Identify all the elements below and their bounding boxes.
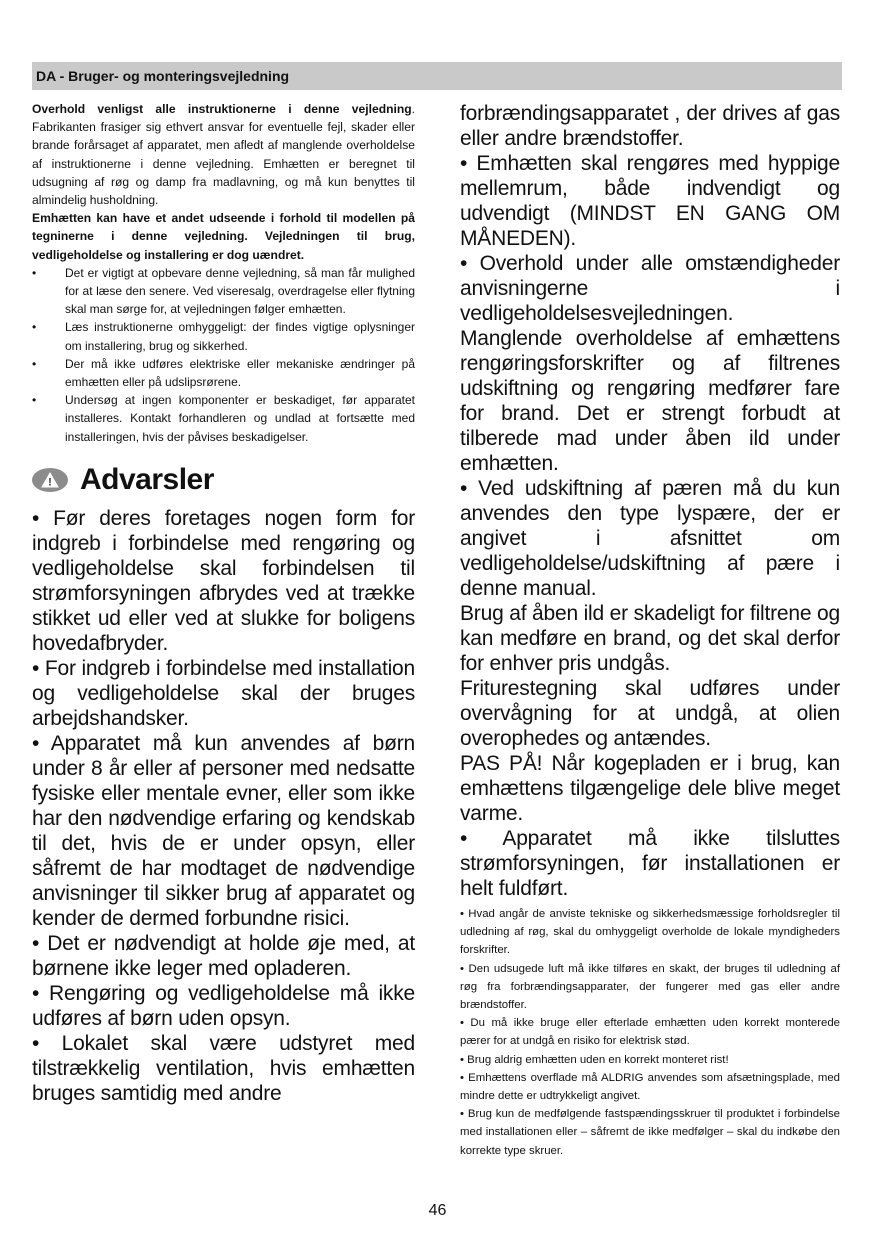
intro-text: . Fabrikanten frasiger sig ethvert ansvar for eventuelle fejl, skader eller brande forårsaget af apparatet, men afledt af manglende overholdelse af instruktionerne i denne vejledning. Emhætten er beregnet til udsugning af røg og damp fra madlavning, og må kun benyttes til almindelig husholdning. (32, 102, 415, 208)
section-header: DA - Bruger- og monteringsvejledning (32, 62, 842, 90)
right-column (460, 101, 840, 1160)
warning-symbol: ! (48, 476, 52, 488)
body-paragraph: forbrændingsapparatet , der drives af gas eller andre brændstoffer. (460, 102, 840, 150)
body-paragraph: • Overhold under alle omstændigheder anvisningerne i vedligeholdelsesvejledningen. (460, 252, 840, 325)
body-paragraph: Friturestegning skal udføres under overvågning for at undgå, at olien overophedes og antændes. (460, 677, 840, 750)
list-item-text: Det er vigtigt at opbevare denne vejledning, så man får mulighed for at læse den senere. Ved viseresalg, overdragelse eller flytning skal man sørge for, at vejledningen følger emhætten. (65, 265, 415, 317)
bullet: • (32, 356, 37, 371)
warning-paragraph: • Lokalet skal være udstyret med tilstrækkelig ventilation, hvis emhætten bruges samtidig med andre (32, 1031, 415, 1105)
list-item (32, 264, 415, 319)
warning-paragraph: • Rengøring og vedligeholdelse må ikke udføres af børn uden opsyn. (32, 981, 415, 1030)
instruction-list (32, 264, 415, 446)
warning-paragraph: • Apparatet må kun anvendes af børn under 8 år eller af personer med nedsatte fysiske eller mentale evner, eller som ikke har den nødvendige erfaring og kendskab til det, hvis de er under opsyn, eller såfremt de har modtaget de nødvendige anvisninger til sikker brug af apparatet og kender de dermed forbundne risici. (32, 731, 415, 930)
small-paragraph: • Den udsugede luft må ikke tilføres en skakt, der bruges til udledning af røg fra forbrændingsapparater, der fungerer med gas eller andre brændstoffer. (460, 962, 840, 1012)
list-item (32, 318, 415, 354)
warning-paragraph: • Før deres foretages nogen form for indgreb i forbindelse med rengøring og vedligeholdelse skal forbindelsen til strømforsyningen afbrydes ved at trække stikket ud eller ved at slukke for boligens hovedafbryder. (32, 506, 415, 655)
list-item (32, 391, 415, 446)
model-notice-text: Emhætten kan have et andet udseende i forhold til modellen på tegninerne i denne vejledning. Vejledningen til brug, vedligeholdelse og installering er dog uændret. (32, 211, 415, 262)
list-item-text: Læs instruktionerne omhyggeligt: der findes vigtige oplysninger om installering, brug og sikkerhed. (65, 320, 415, 353)
warning-triangle-icon (41, 472, 59, 488)
warning-title (32, 460, 415, 500)
bullet: • (32, 320, 37, 335)
small-paragraph: • Brug aldrig emhætten uden en korrekt monteret rist! (460, 1053, 729, 1066)
body-paragraph: Brug af åben ild er skadeligt for filtrene og kan medføre en brand, og det skal derfor for enhver pris undgås. (460, 602, 840, 675)
list-item (32, 355, 415, 391)
small-paragraph: • Du må ikke bruge eller efterlade emhætten uden korrekt monterede pærer for at undgå en risiko for elektrisk stød. (460, 1017, 840, 1048)
bullet: • (32, 393, 37, 408)
small-paragraph: • Emhættens overflade må ALDRIG anvendes som afsætningsplade, med mindre dette er udtrykkeligt angivet. (460, 1071, 840, 1103)
left-column (32, 100, 415, 1106)
intro-bold-text: Overhold venligst alle instruktionerne i denne vejledning (32, 102, 412, 116)
warning-paragraph: • Det er nødvendigt at holde øje med, at børnene ikke leger med opladeren. (32, 931, 415, 980)
intro-paragraph (32, 100, 415, 209)
body-paragraph: PAS PÅ! Når kogepladen er i brug, kan emhættens tilgængelige dele blive meget varme. (460, 752, 840, 825)
list-item-text: Undersøg at ingen komponenter er beskadiget, før apparatet installeres. Kontakt forhandleren og undlad at fortsætte med installeringen, hvis der påvises beskadigelser. (65, 393, 415, 444)
body-paragraph: • Apparatet må ikke tilsluttes strømforsyningen, før installationen er helt fuldført. (460, 827, 840, 900)
body-paragraph: Manglende overholdelse af emhættens rengøringsforskrifter og af filtrenes udskiftning og rengøring medfører fare for brand. Det er strengt forbudt at tilberede mad under åben ild under emhætten. (460, 327, 840, 475)
warning-paragraph: • For indgreb i forbindelse med installation og vedligeholdelse skal der bruges arbejdshandsker. (32, 656, 415, 730)
small-paragraph: • Hvad angår de anviste tekniske og sikkerhedsmæssige forholdsregler til udledning af røg, skal du omhyggeligt overholde de lokale myndigheders forskrifter. (460, 908, 840, 957)
model-notice (32, 209, 415, 264)
list-item-text: Der må ikke udføres elektriske eller mekaniske ændringer på emhætten eller på udslipsrørene. (65, 356, 415, 390)
warning-heading: Advarsler (80, 462, 214, 496)
bullet: • (32, 265, 37, 280)
page-number: 46 (428, 1202, 447, 1219)
warning-icon (32, 468, 68, 492)
small-paragraph: • Brug kun de medfølgende fastspændingsskruer til produktet i forbindelse med installationen eller – såfremt de ikke medfølger – skal du indkøbe den korrekte type skruer. (460, 1108, 840, 1157)
body-paragraph: • Ved udskiftning af pæren må du kun anvendes den type lyspære, der er angivet i afsnittet om vedligeholdelse/udskiftning af pære i denne manual. (460, 477, 840, 600)
body-paragraph: • Emhætten skal rengøres med hyppige mellemrum, både indvendigt og udvendigt (MINDST EN GANG OM MÅNEDEN). (460, 152, 840, 250)
